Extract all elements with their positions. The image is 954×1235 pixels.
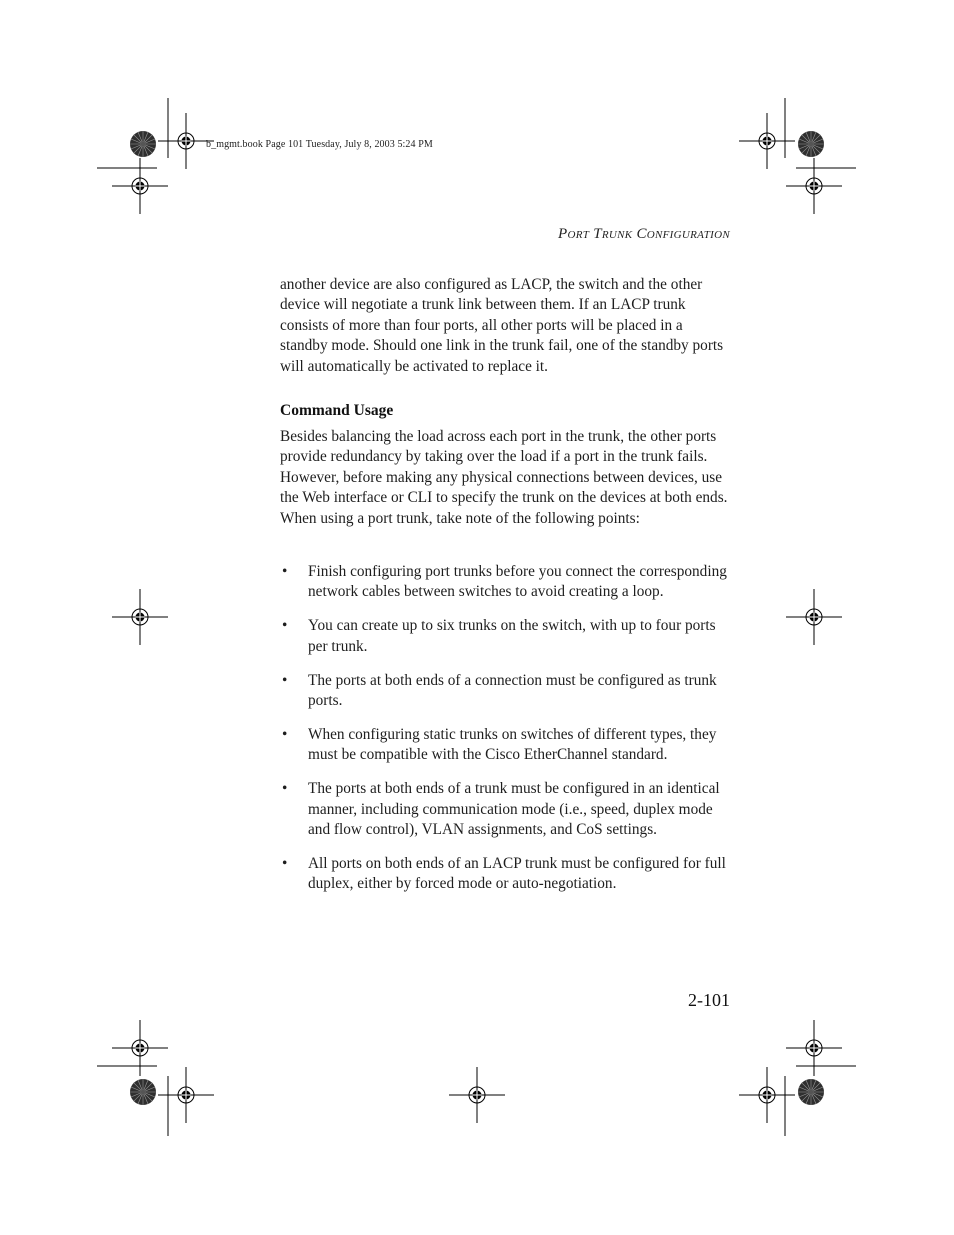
registration-mark-icon bbox=[449, 1067, 505, 1123]
registration-mark-icon bbox=[112, 158, 168, 214]
registration-mark-icon bbox=[112, 589, 168, 645]
list-item bbox=[280, 671, 735, 712]
registration-mark-icon bbox=[739, 1067, 795, 1123]
list-item-text: The ports at both ends of a trunk must be configured in an identical manner, including communication mode (i.e., speed, duplex mode and flow control), VLAN assignments, and CoS settings. bbox=[308, 780, 720, 839]
color-target-icon bbox=[798, 1079, 824, 1105]
list-item bbox=[280, 562, 735, 603]
list-item bbox=[280, 725, 735, 766]
color-target-icon bbox=[798, 131, 824, 157]
list-item-text: You can create up to six trunks on the switch, with up to four ports per trunk. bbox=[308, 617, 716, 655]
running-head: Port Trunk Configuration bbox=[558, 226, 730, 242]
bullet-icon: • bbox=[282, 563, 288, 580]
list-item-text: When configuring static trunks on switches of different types, they must be compatible with the Cisco EtherChannel standard. bbox=[308, 725, 717, 764]
bullet-icon: • bbox=[282, 671, 288, 689]
list-item bbox=[280, 616, 735, 657]
bullet-icon: • bbox=[282, 617, 288, 635]
registration-mark-icon bbox=[786, 1020, 842, 1076]
color-target-icon bbox=[130, 131, 156, 157]
registration-mark-icon bbox=[786, 589, 842, 645]
bullet-icon: • bbox=[282, 854, 288, 872]
registration-mark-icon bbox=[112, 1020, 168, 1076]
bullet-icon: • bbox=[282, 780, 288, 798]
list-item bbox=[280, 854, 735, 895]
registration-mark-icon bbox=[786, 158, 842, 214]
list-item-text: Finish configuring port trunks before you connect the corresponding network cables between switches to avoid creating a loop. bbox=[308, 563, 727, 601]
list-item-text: The ports at both ends of a connection must be configured as trunk ports. bbox=[308, 671, 717, 710]
bullet-icon: • bbox=[282, 725, 288, 743]
list-item bbox=[280, 779, 735, 840]
section-heading: Command Usage bbox=[280, 402, 394, 419]
registration-mark-icon bbox=[158, 1067, 214, 1123]
registration-mark-icon bbox=[739, 113, 795, 169]
bullet-list bbox=[280, 562, 735, 908]
section-paragraph: Besides balancing the load across each port in the trunk, the other ports provide redundancy by taking over the load if a port in the trunk fails. However, before making any physical connections between devices, use the Web interface or CLI to specify the trunk on the devices at both ends. When using a port trunk, take note of the following points: bbox=[280, 428, 728, 527]
print-slug: b_mgmt.book Page 101 Tuesday, July 8, 2003 5:24 PM bbox=[206, 139, 433, 150]
page-number: 2-101 bbox=[688, 990, 730, 1010]
color-target-icon bbox=[130, 1079, 156, 1105]
intro-paragraph: another device are also configured as LACP, the switch and the other device will negotiate a trunk link between them. If an LACP trunk consists of more than four ports, all other ports will be placed in a standby mode. Should one link in the trunk fail, one of the standby ports will automatically be activated to replace it. bbox=[280, 276, 724, 375]
list-item-text: All ports on both ends of an LACP trunk must be configured for full duplex, either by forced mode or auto-negotiation. bbox=[308, 854, 726, 893]
